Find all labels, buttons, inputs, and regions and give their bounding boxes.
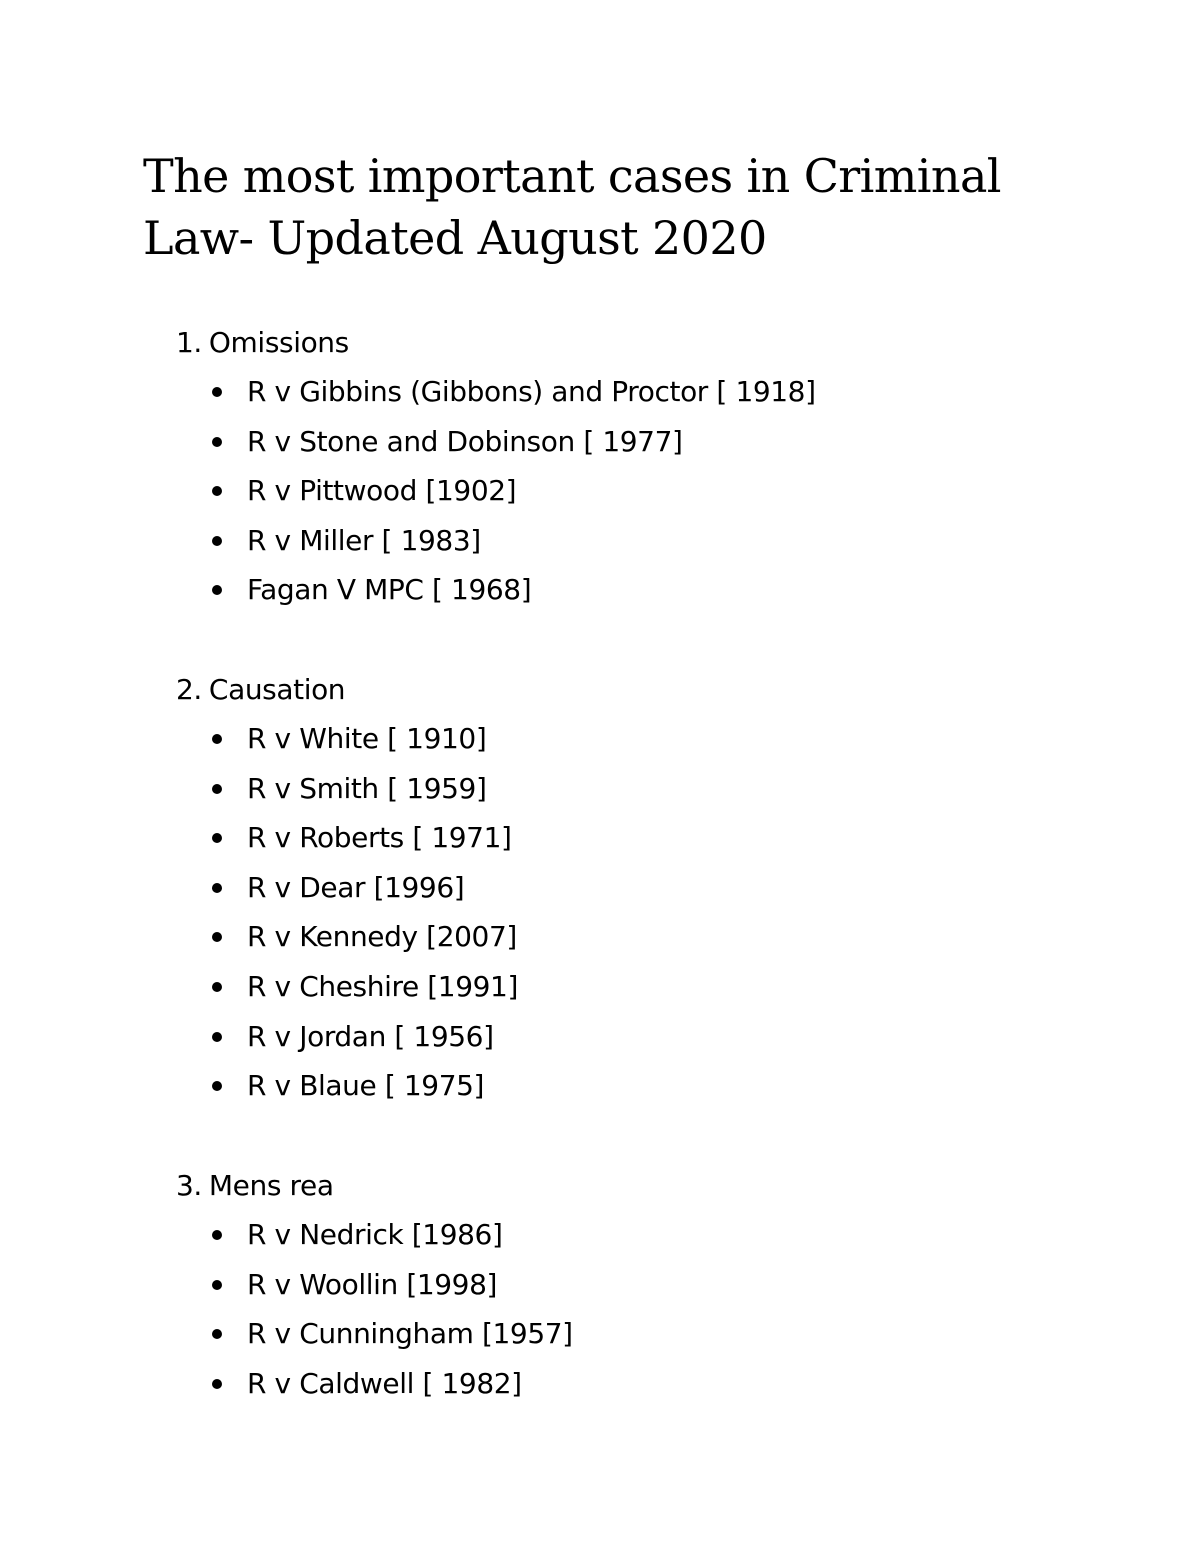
title-line-2: Law- Updated August 2020	[143, 211, 767, 265]
section-number: 2.	[176, 673, 202, 706]
bullet-icon	[212, 1280, 222, 1290]
section-number: 1.	[176, 326, 202, 359]
document-title	[143, 145, 1043, 269]
bullet-icon	[212, 437, 222, 447]
case-text: R v Jordan [ 1956]	[247, 1019, 494, 1053]
bullet-icon	[212, 932, 222, 942]
bullet-icon	[212, 486, 222, 496]
section-title: Omissions	[208, 326, 349, 359]
case-text: R v Woollin [1998]	[247, 1267, 498, 1301]
bullet-icon	[212, 1329, 222, 1339]
section-title: Mens rea	[208, 1169, 334, 1202]
bullet-icon	[212, 387, 222, 397]
bullet-icon	[212, 982, 222, 992]
case-text: R v Gibbins (Gibbons) and Proctor [ 1918]	[247, 375, 816, 408]
bullet-icon	[212, 833, 222, 843]
case-text: Fagan V MPC [ 1968]	[247, 573, 532, 607]
case-text: R v Cheshire [1991]	[247, 969, 518, 1003]
section-title: Causation	[208, 673, 346, 706]
case-text: R v Dear [1996]	[247, 870, 465, 904]
case-text: R v Cunningham [1957]	[247, 1317, 573, 1351]
case-text: R v Blaue [ 1975]	[247, 1069, 485, 1103]
bullet-icon	[212, 585, 222, 595]
case-text: R v Stone and Dobinson [ 1977]	[247, 424, 683, 458]
bullet-icon	[212, 536, 222, 546]
bullet-icon	[212, 1230, 222, 1240]
bullet-icon	[212, 883, 222, 893]
bullet-icon	[212, 784, 222, 794]
section-heading	[176, 323, 349, 363]
case-text: R v Caldwell [ 1982]	[247, 1366, 522, 1400]
case-text: R v Roberts [ 1971]	[247, 821, 512, 855]
case-text: R v Pittwood [1902]	[247, 474, 517, 508]
case-text: R v Smith [ 1959]	[247, 771, 487, 805]
case-text: R v Miller [ 1983]	[247, 523, 481, 557]
bullet-icon	[212, 734, 222, 744]
case-text: R v White [ 1910]	[247, 722, 487, 755]
section-heading	[176, 670, 345, 710]
bullet-icon	[212, 1081, 222, 1091]
case-text: R v Nedrick [1986]	[247, 1218, 503, 1251]
title-line-1: The most important cases in Criminal	[143, 149, 1001, 203]
section-number: 3.	[176, 1169, 202, 1202]
case-text: R v Kennedy [2007]	[247, 920, 517, 954]
bullet-icon	[212, 1032, 222, 1042]
bullet-icon	[212, 1379, 222, 1389]
section-heading	[176, 1166, 334, 1206]
